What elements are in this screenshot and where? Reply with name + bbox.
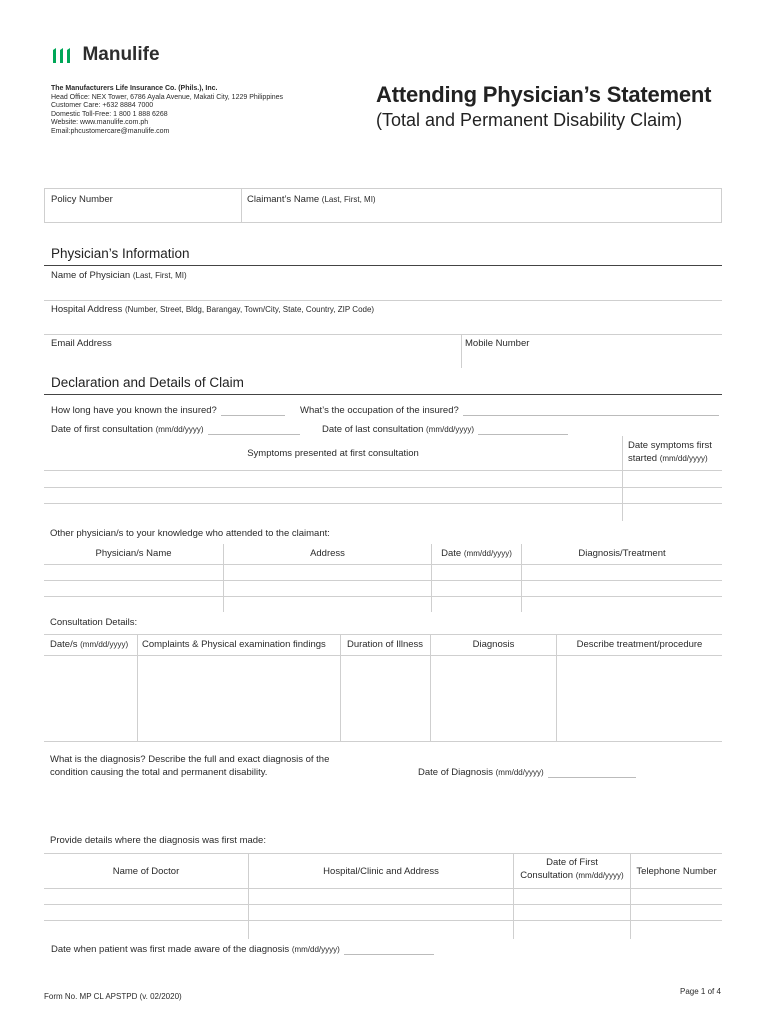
- first-consultation-label: Date of ﬁrst consultation: [51, 424, 153, 435]
- physician-name-label: Name of Physician: [51, 270, 131, 281]
- page-title: Attending Physician’s Statement: [376, 82, 712, 107]
- policy-number-field[interactable]: [51, 194, 113, 205]
- claimant-name-field[interactable]: [247, 194, 376, 205]
- col-diagnosis: Diagnosis: [472, 639, 515, 650]
- form-number: Form No. MP CL APSTPD (v. 02/2020): [44, 992, 182, 1001]
- physician-info-heading: Physician’s Information: [51, 246, 190, 261]
- col-physician-name: Physician/s Name: [95, 548, 172, 559]
- diagnosis-question-line1: What is the diagnosis? Describe the full and exact diagnosis of the: [50, 754, 330, 765]
- col-date-label: Date: [441, 548, 462, 559]
- first-diagnosis-intro: Provide details where the diagnosis was first made:: [50, 835, 266, 846]
- other-physicians-intro: Other physician/s to your knowledge who attended to the claimant:: [50, 528, 330, 539]
- consultation-intro: Consultation Details:: [50, 617, 138, 628]
- customer-care: Customer Care: +632 8884 7000: [51, 102, 154, 109]
- other-physician-row[interactable]: [44, 565, 722, 580]
- diagnosis-question-line2: condition causing the total and permanent disability.: [50, 766, 268, 778]
- toll-free: Domestic Toll-Free: 1 800 1 888 6268: [51, 110, 168, 118]
- first-diagnosis-row[interactable]: [44, 889, 722, 904]
- page-number: Page 1 of 4: [680, 987, 721, 996]
- known-insured-label: How long have you known the insured?: [51, 405, 217, 416]
- col-name-of-doctor: Name of Doctor: [112, 866, 180, 877]
- first-diagnosis-row[interactable]: [44, 921, 722, 938]
- col-dates-label: Date/s: [50, 639, 78, 650]
- col-diagnosis-treatment: Diagnosis/Treatment: [578, 548, 666, 559]
- logo-wordmark: Manulife: [82, 44, 160, 65]
- symptoms-date-line2: [628, 452, 722, 465]
- col-complaints: Complaints & Physical examination findings: [142, 639, 326, 650]
- policy-box: [44, 188, 722, 223]
- symptoms-row[interactable]: [44, 504, 622, 520]
- col-address: Address: [310, 548, 345, 559]
- company-name: The Manufacturers Life Insurance Co. (Phils.), Inc.: [51, 85, 218, 92]
- last-consultation-label: Date of last consultation: [322, 424, 424, 435]
- mobile-number-field[interactable]: [465, 338, 720, 366]
- manulife-logo-icon: [52, 47, 72, 64]
- mobile-number-label: Mobile Number: [465, 338, 530, 349]
- first-diagnosis-row[interactable]: [44, 905, 722, 920]
- manulife-logo: [52, 44, 160, 66]
- col-date-first-consultation-label: Consultation: [520, 870, 574, 881]
- col-telephone: Telephone Number: [636, 866, 717, 877]
- hospital-address-label: Hospital Address: [51, 304, 123, 315]
- page-subtitle: (Total and Permanent Disability Claim): [376, 110, 683, 130]
- symptoms-date-format: (mm/dd/yyyy): [659, 454, 708, 463]
- other-physician-row[interactable]: [44, 581, 722, 596]
- col-hospital-clinic: Hospital/Clinic and Address: [323, 866, 439, 877]
- first-consultation-field[interactable]: [51, 424, 300, 435]
- other-physician-row[interactable]: [44, 597, 722, 612]
- aware-of-diagnosis-format: (mm/dd/yyyy): [291, 945, 340, 954]
- symptoms-row[interactable]: [44, 471, 622, 487]
- col-date-first-consultation: [514, 856, 630, 882]
- col-date-first-line1: Date of First: [546, 857, 598, 868]
- claimant-name-label: Claimant’s Name: [247, 194, 320, 205]
- col-treatment: Describe treatment/procedure: [576, 639, 703, 650]
- aware-of-diagnosis-field[interactable]: [51, 944, 434, 955]
- email: Email:phcustomercare@manulife.com: [51, 127, 170, 135]
- symptoms-date-header: [628, 439, 722, 465]
- policy-number-label: Policy Number: [51, 194, 113, 205]
- col-duration: Duration of Illness: [346, 639, 424, 650]
- col-date-first-format: (mm/dd/yyyy): [575, 871, 624, 880]
- website: Website: www.manulife.com.ph: [51, 119, 149, 126]
- consultation-entry-area[interactable]: [44, 656, 722, 741]
- first-consultation-format: (mm/dd/yyyy): [155, 425, 204, 434]
- known-insured-field[interactable]: [51, 405, 285, 416]
- col-date: [432, 548, 521, 559]
- occupation-field[interactable]: [300, 405, 719, 416]
- physician-name-note: (Last, First, MI): [132, 271, 187, 280]
- symptoms-row[interactable]: [44, 488, 622, 503]
- occupation-label: What’s the occupation of the insured?: [300, 405, 459, 416]
- email-address-field[interactable]: [51, 338, 451, 366]
- symptoms-date-started: started: [628, 453, 658, 464]
- last-consultation-field[interactable]: [322, 424, 568, 435]
- col-date-format: (mm/dd/yyyy): [463, 549, 512, 558]
- date-of-diagnosis-label: Date of Diagnosis: [418, 767, 493, 778]
- hospital-address-field[interactable]: [51, 304, 721, 332]
- col-date-first-line2: [514, 869, 630, 882]
- symptoms-header: Symptoms presented at first consultation: [247, 448, 419, 459]
- date-of-diagnosis-field[interactable]: [418, 767, 636, 778]
- company-info: [51, 85, 351, 136]
- head-office: Head Office: NEX Tower, 6786 Ayala Avenue, Makati City, 1229 Philippines: [51, 93, 284, 101]
- email-address-label: Email Address: [51, 338, 112, 349]
- col-dates-format: (mm/dd/yyyy): [80, 640, 129, 649]
- date-of-diagnosis-format: (mm/dd/yyyy): [495, 768, 544, 777]
- last-consultation-format: (mm/dd/yyyy): [426, 425, 475, 434]
- claimant-name-note: (Last, First, MI): [321, 195, 376, 204]
- physician-name-field[interactable]: [51, 270, 721, 298]
- diagnosis-question: [50, 754, 329, 779]
- aware-of-diagnosis-label: Date when patient was first made aware of the diagnosis: [51, 944, 290, 955]
- symptoms-date-line1: Date symptoms first: [628, 440, 712, 451]
- hospital-address-note: (Number, Street, Bldg, Barangay, Town/City, State, Country, ZIP Code): [124, 305, 375, 314]
- declaration-heading: Declaration and Details of Claim: [51, 375, 244, 390]
- col-dates: [50, 639, 128, 650]
